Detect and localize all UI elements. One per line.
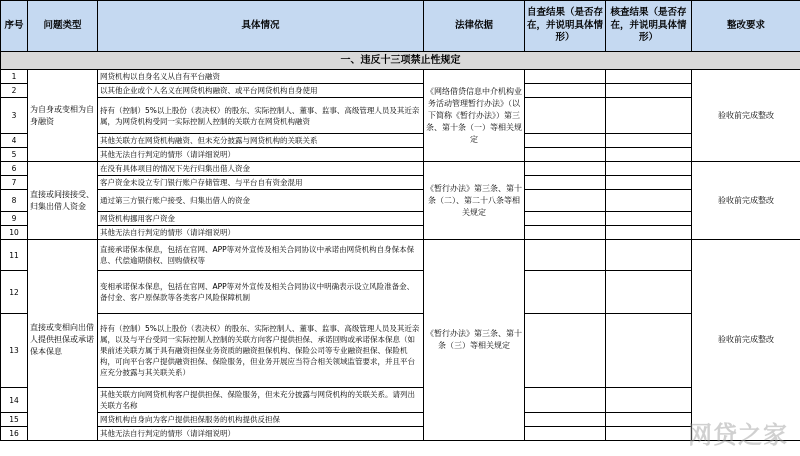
row-number: 2 [1,84,28,98]
table-row [1,148,800,162]
col-header-detail: 具体情况 [98,1,424,52]
watermark-logo: 网贷之家 [688,420,788,449]
verify-cell[interactable] [606,134,692,148]
row-number: 1 [1,70,28,84]
detail-cell: 通过第三方银行账户接受、归集出借人的资金 [98,190,424,212]
detail-cell: 直接承诺保本保息，包括在官网、APP等对外宣传及相关合同协议中承诺由网贷机构自身保本保息、代偿逾期债权、回购债权等 [98,240,424,271]
header-row [1,1,800,52]
self-check-cell[interactable] [525,226,606,240]
verify-cell[interactable] [606,84,692,98]
problem-type: 为自身或变相为自身融资 [28,70,98,162]
verify-cell[interactable] [606,190,692,212]
table-row [1,212,800,226]
table-row [1,190,800,212]
problem-type: 直接或变相向出借人提供担保或承诺保本保息 [28,240,98,441]
detail-cell: 其他关联方向网贷机构客户提供担保、保险服务，但未充分披露与网贷机构的关联关系。请列出关联方名称 [98,388,424,413]
detail-cell: 在没有具体项目的情况下先行归集出借人资金 [98,162,424,176]
detail-cell: 客户资金未设立专门银行账户存储管理、与平台自有资金混用 [98,176,424,190]
self-check-cell[interactable] [525,240,606,271]
table-row [1,314,800,388]
detail-cell: 持有（控制）5%以上股份（表决权）的股东、实际控制人、董事、监事、高级管理人员及其近亲属，为网贷机构受同一实际控制人控制的关联方在网贷机构融资 [98,98,424,134]
col-header-verify: 核查结果（是否存在，并说明具体情形） [606,1,692,52]
detail-cell: 以其他企业或个人名义在网贷机构融资、或平台网贷机构自身使用 [98,84,424,98]
row-number: 14 [1,388,28,413]
self-check-cell[interactable] [525,314,606,388]
col-header-self-check: 自查结果（是否存在，并说明具体情形） [525,1,606,52]
table-row [1,176,800,190]
col-header-rectify: 整改要求 [692,1,800,52]
law-basis: 《暂行办法》第三条、第十条（二）、第二十八条等相关规定 [424,162,525,240]
detail-cell: 其他无法自行判定的情形（请详细说明） [98,226,424,240]
row-number: 6 [1,162,28,176]
row-number: 5 [1,148,28,162]
self-check-cell[interactable] [525,427,606,441]
detail-cell: 持有（控制）5%以上股份（表决权）的股东、实际控制人、董事、监事、高级管理人员及其近亲属，以及与平台受同一实际控制人控制的关联方向客户提供担保、承诺回购或承诺保本保息（如果前述关联方属于具有融资担保业务资质的融资担保机构、保险公司等专业融资担保、保险机构，可向平台客户提供融资担保、保险服务，但业务开展应当符合相关领域监管要求，并且平台应充分披露与其关联关系） [98,314,424,388]
self-check-cell[interactable] [525,190,606,212]
verify-cell[interactable] [606,388,692,413]
verify-cell[interactable] [606,271,692,314]
self-check-cell[interactable] [525,84,606,98]
self-check-cell[interactable] [525,134,606,148]
detail-cell: 其他无法自行判定的情形（请详细说明） [98,148,424,162]
detail-cell: 网贷机构挪用客户资金 [98,212,424,226]
table-row [1,226,800,240]
detail-cell: 网贷机构自身向为客户提供担保服务的机构提供反担保 [98,413,424,427]
verify-cell[interactable] [606,226,692,240]
self-check-cell[interactable] [525,271,606,314]
row-number: 9 [1,212,28,226]
law-basis: 《网络借贷信息中介机构业务活动管理暂行办法》（以下简称《暂行办法》）第三条、第十条（一）等相关规定 [424,70,525,162]
table-row [1,413,800,427]
detail-cell: 其他关联方在网贷机构融资、但未充分披露与网贷机构的关联关系 [98,134,424,148]
table-row [1,162,800,176]
table-row [1,98,800,134]
table-row [1,134,800,148]
verify-cell[interactable] [606,240,692,271]
verify-cell[interactable] [606,162,692,176]
row-number: 12 [1,271,28,314]
self-check-cell[interactable] [525,98,606,134]
col-header-seq: 序号 [1,1,28,52]
row-number: 11 [1,240,28,271]
self-check-cell[interactable] [525,162,606,176]
verify-cell[interactable] [606,212,692,226]
verify-cell[interactable] [606,148,692,162]
row-number: 16 [1,427,28,441]
row-number: 8 [1,190,28,212]
table-row [1,388,800,413]
self-check-cell[interactable] [525,148,606,162]
table-row [1,70,800,84]
rectify-requirement: 验收前完成整改 [692,240,800,441]
row-number: 13 [1,314,28,388]
detail-cell: 网贷机构以自身名义从自有平台融资 [98,70,424,84]
col-header-type: 问题类型 [28,1,98,52]
row-number: 4 [1,134,28,148]
detail-cell: 其他无法自行判定的情形（请详细说明） [98,427,424,441]
col-header-law: 法律依据 [424,1,525,52]
verify-cell[interactable] [606,70,692,84]
verify-cell[interactable] [606,98,692,134]
row-number: 3 [1,98,28,134]
row-number: 7 [1,176,28,190]
self-check-cell[interactable] [525,413,606,427]
table-row [1,84,800,98]
verify-cell[interactable] [606,413,692,427]
verify-cell[interactable] [606,314,692,388]
table-row [1,427,800,441]
rectify-requirement: 验收前完成整改 [692,162,800,240]
detail-cell: 变相承诺保本保息，包括在官网、APP等对外宣传及相关合同协议中明确表示设立风险准备金、备付金、客户原保款等各类客户风险保障机制 [98,271,424,314]
section-row [1,52,800,70]
law-basis: 《暂行办法》第三条、第十条（三）等相关规定 [424,240,525,441]
verify-cell[interactable] [606,427,692,441]
self-check-cell[interactable] [525,176,606,190]
rectify-requirement: 验收前完成整改 [692,70,800,162]
table-row [1,271,800,314]
problem-type: 直接或间接接受、归集出借人资金 [28,162,98,240]
table-row [1,240,800,271]
row-number: 10 [1,226,28,240]
row-number: 15 [1,413,28,427]
verify-cell[interactable] [606,176,692,190]
self-check-cell[interactable] [525,212,606,226]
section-title: 一、违反十三项禁止性规定 [1,52,800,70]
self-check-cell[interactable] [525,388,606,413]
self-check-cell[interactable] [525,70,606,84]
